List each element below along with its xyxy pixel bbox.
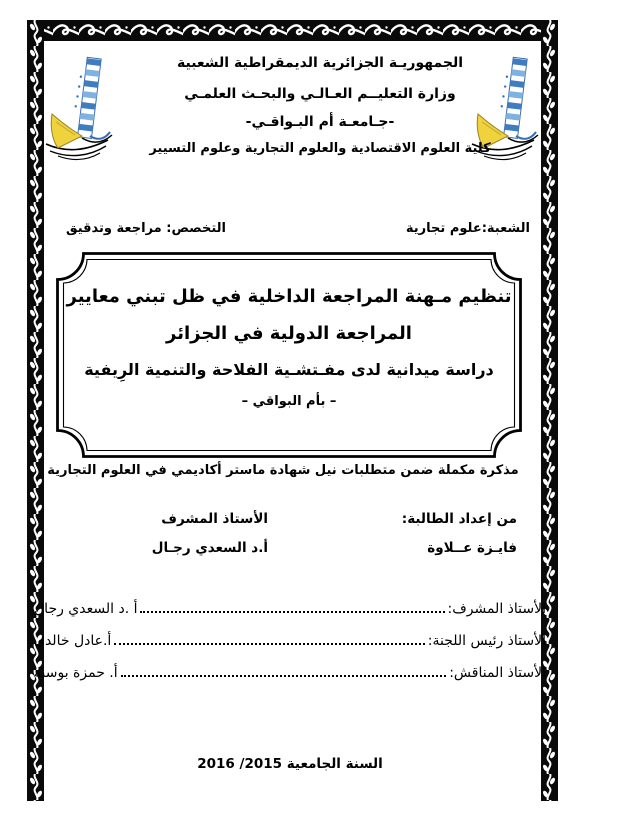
committee-row-examiner [34, 658, 546, 681]
title-box [56, 252, 522, 458]
university-logo-icon [42, 56, 118, 162]
decorative-border-top [27, 20, 558, 41]
committee-row-supervisor [34, 594, 546, 617]
committee-list [34, 594, 546, 690]
committee-role-label: الأستاذ المشرف: [447, 601, 546, 617]
academic-year-line: السنة الجامعية 2015/ 2016 [197, 756, 383, 772]
dotted-leader [114, 642, 424, 645]
thesis-title-line-2: المراجعة الدولية في الجزائر [166, 323, 412, 344]
thesis-subtitle-line: دراسة ميدانية لدى مفـتشـية الفلاحة والتنمية الرِيفية [84, 360, 494, 379]
committee-member-name: أ.عادل خالدي [34, 633, 112, 649]
committee-member-name: أ. حمزة بوسنة [34, 665, 118, 681]
committee-role-label: الأستاذ المناقش: [449, 665, 546, 681]
header-university-line: -جـامعـة أم البـواقـي- [245, 114, 395, 130]
committee-row-president [34, 626, 546, 649]
student-name: فايـزة عــلاوة [427, 540, 517, 556]
supervisor-label: الأستاذ المشرف [161, 511, 268, 527]
supervisor-column [58, 511, 268, 569]
header-faculty-line: كلية العلوم الاقتصادية والعلوم التجارية وعلوم التسيير [149, 141, 491, 156]
thesis-title-line-1: تنظيم مـهنة المراجعة الداخلية في ظل تبني معايير [66, 286, 512, 307]
student-column [402, 511, 517, 569]
thesis-location-line: – بأم البواقي – [241, 394, 337, 409]
header-ministry-line: وزارة التعليــم العـالـي والبحـث العلمـي [184, 86, 456, 102]
memo-requirements-line: مذكرة مكملة ضمن متطلبات نيل شهادة ماستر أكاديمي في العلوم التجارية [47, 463, 519, 478]
committee-member-name: أ .د السعدي رجال [34, 601, 138, 617]
specialty-label: التخصص: مراجعة وتدقيق [66, 221, 226, 236]
dotted-leader [140, 610, 444, 613]
student-label: من إعداد الطالبة: [401, 511, 517, 527]
dotted-leader [121, 674, 447, 677]
header-republic-line: الجمهوريـة الجزائرية الديمقراطية الشعبية [176, 55, 463, 71]
branch-label: الشعبة:علوم تجارية [405, 221, 530, 236]
supervisor-name: أ.د السعدي رجـال [151, 540, 268, 556]
committee-role-label: الأستاذ رئيس اللجنة: [427, 633, 546, 649]
